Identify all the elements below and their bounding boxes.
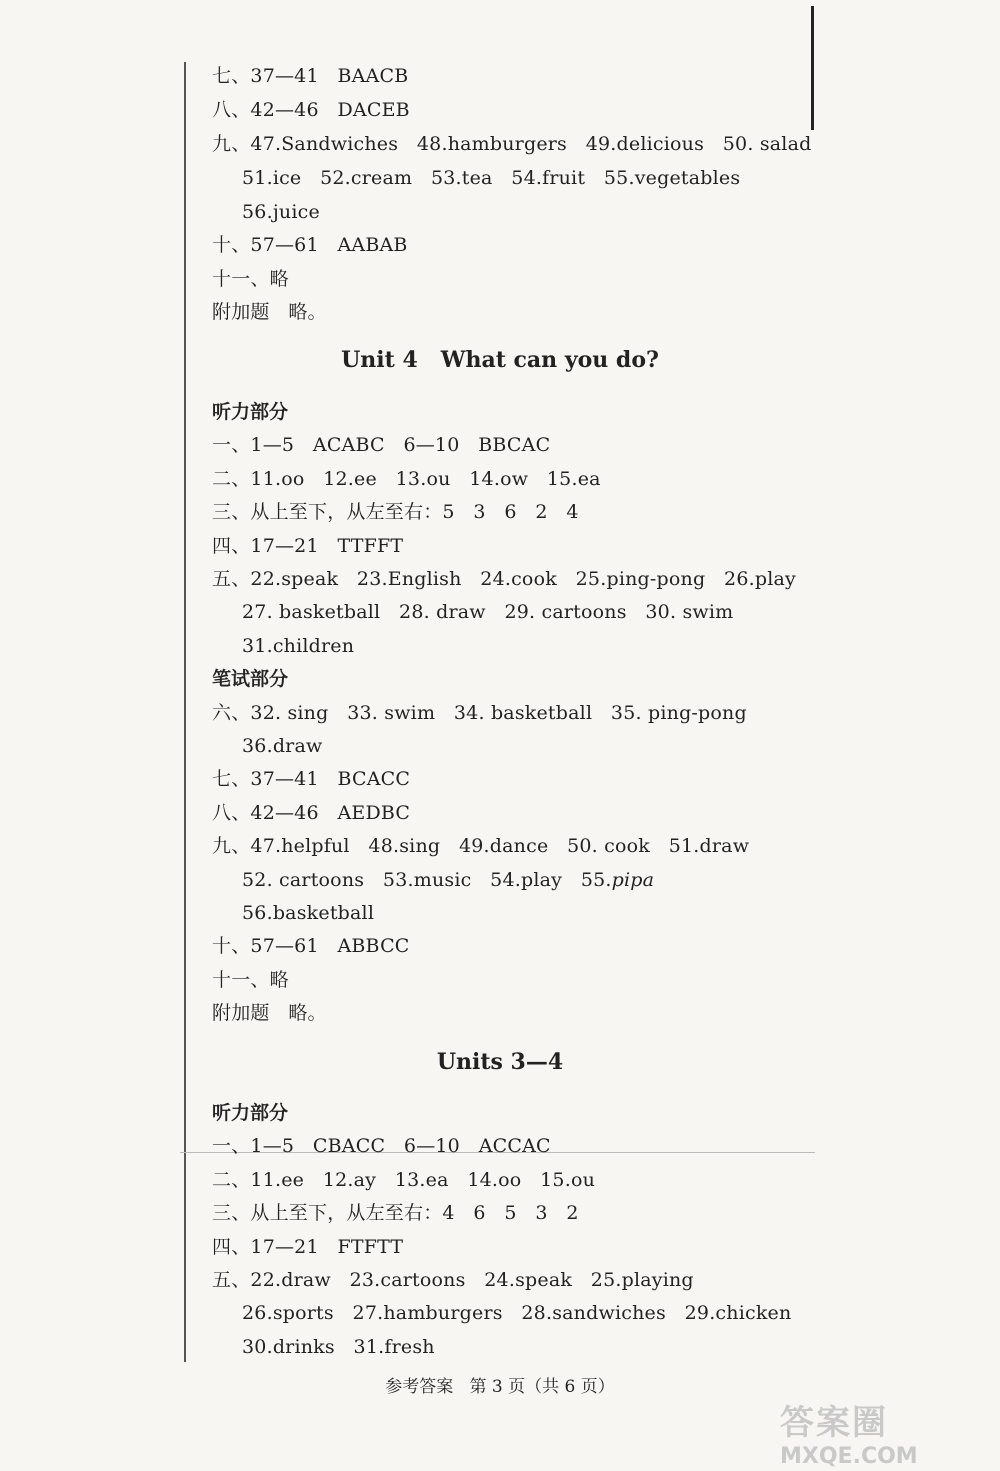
section-heading: 听力部分 xyxy=(212,1102,289,1124)
watermark-url: MXQE.COM xyxy=(780,1444,918,1469)
italic-answer: pipa xyxy=(611,869,655,891)
answer-line: 六、32. sing 33. swim 34. basketball 35. ping-pong xyxy=(212,702,747,724)
section-heading: 笔试部分 xyxy=(212,668,289,690)
watermark-logo: 答案圈 xyxy=(780,1403,888,1443)
answer-line: 31.children xyxy=(242,635,355,657)
answer-line: 附加题 略。 xyxy=(212,1002,327,1024)
answer-line: 30.drinks 31.fresh xyxy=(242,1336,435,1358)
answer-line: 56.basketball xyxy=(242,902,375,924)
answer-line: 八、42—46 AEDBC xyxy=(212,802,411,824)
answer-line: 二、11.ee 12.ay 13.ea 14.oo 15.ou xyxy=(212,1169,596,1191)
margin-rule-left xyxy=(184,62,186,1362)
answer-line xyxy=(242,868,654,892)
answer-line: 27. basketball 28. draw 29. cartoons 30. swim xyxy=(242,601,734,623)
answer-line: 五、22.draw 23.cartoons 24.speak 25.playing xyxy=(212,1269,694,1291)
answer-line: 十一、略 xyxy=(212,969,289,991)
answer-line: 四、17—21 TTFFT xyxy=(212,535,404,557)
answer-line: 二、11.oo 12.ee 13.ou 14.ow 15.ea xyxy=(212,468,601,490)
answer-line: 一、1—5 CBACC 6—10 ACCAC xyxy=(212,1135,551,1157)
margin-rule-top xyxy=(811,6,814,130)
answer-line: 五、22.speak 23.English 24.cook 25.ping-pong 26.play xyxy=(212,568,796,590)
section-heading: 听力部分 xyxy=(212,401,289,423)
answer-line: 九、47.helpful 48.sing 49.dance 50. cook 51.draw xyxy=(212,835,750,857)
answer-line: 三、从上至下，从左至右：5 3 6 2 4 xyxy=(212,501,579,523)
section-title: Units 3—4 xyxy=(436,1049,564,1075)
page-footer: 参考答案 第 3 页（共 6 页） xyxy=(385,1377,615,1397)
answer-line: 十一、略 xyxy=(212,268,289,290)
answer-line: 一、1—5 ACABC 6—10 BBCAC xyxy=(212,434,551,456)
answer-line: 七、37—41 BCACC xyxy=(212,768,411,790)
answer-line: 三、从上至下，从左至右：4 6 5 3 2 xyxy=(212,1202,579,1224)
answer-line: 八、42—46 DACEB xyxy=(212,99,410,121)
answer-line: 四、17—21 FTFTT xyxy=(212,1236,404,1258)
answer-line: 56.juice xyxy=(242,201,320,223)
answer-text: 52. cartoons 53.music 54.play 55. xyxy=(242,869,612,891)
site-watermark xyxy=(780,1395,970,1469)
answer-line: 十、57—61 ABBCC xyxy=(212,935,410,957)
section-title: Unit 4 What can you do? xyxy=(341,347,659,373)
answer-line: 七、37—41 BAACB xyxy=(212,65,409,87)
answer-line: 36.draw xyxy=(242,735,323,757)
answer-line: 九、47.Sandwiches 48.hamburgers 49.delicious 50. salad xyxy=(212,133,812,155)
answer-line: 51.ice 52.cream 53.tea 54.fruit 55.vegetables xyxy=(242,167,741,189)
answer-line: 26.sports 27.hamburgers 28.sandwiches 29.chicken xyxy=(242,1302,792,1324)
answer-line: 附加题 略。 xyxy=(212,301,327,323)
answer-line: 十、57—61 AABAB xyxy=(212,234,408,256)
